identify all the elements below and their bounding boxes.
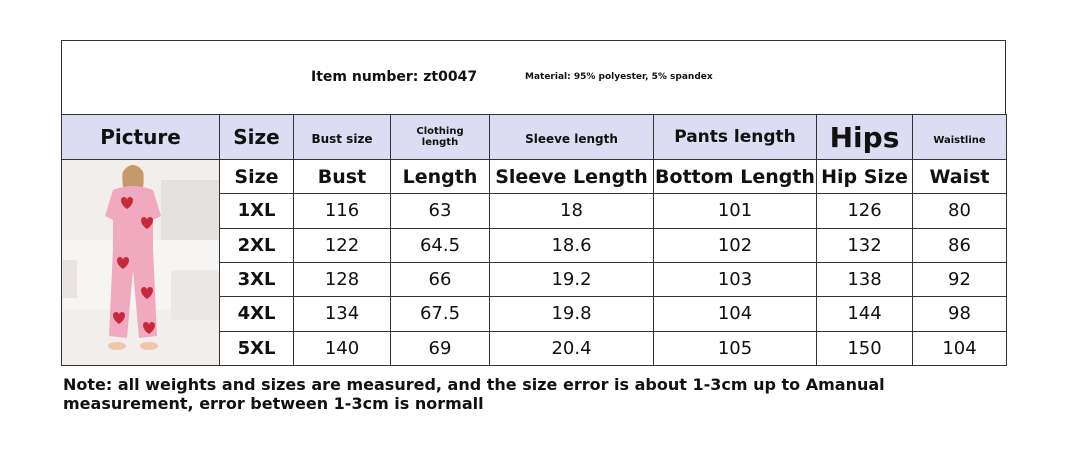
subheader-row [62,160,1007,194]
waist-cell: 80 [913,194,1007,228]
bust-cell: 140 [294,331,391,365]
bottom-cell: 101 [654,194,817,228]
bust-cell: 116 [294,194,391,228]
bust-cell: 134 [294,297,391,331]
waist-cell: 104 [913,331,1007,365]
hip-cell: 126 [817,194,913,228]
length-cell: 66 [391,262,490,296]
length-subheader: Length [391,160,490,194]
waist-cell: 98 [913,297,1007,331]
size-cell: 2XL [220,228,294,262]
size-header: Size [220,115,294,160]
hip-cell: 138 [817,262,913,296]
pajama-model-photo [63,160,219,360]
material-info: Material: 95% polyester, 5% spandex [525,72,713,82]
waist-cell: 86 [913,228,1007,262]
hips-header: Hips [817,115,913,160]
waist-cell: 92 [913,262,1007,296]
length-cell: 69 [391,331,490,365]
bust-subheader: Bust [294,160,391,194]
length-cell: 64.5 [391,228,490,262]
length-cell: 63 [391,194,490,228]
sleeve-cell: 19.8 [490,297,654,331]
hip-cell: 144 [817,297,913,331]
bottom-cell: 102 [654,228,817,262]
size-cell: 5XL [220,331,294,365]
size-cell: 4XL [220,297,294,331]
length-cell: 67.5 [391,297,490,331]
bust-size-header: Bust size [294,115,391,160]
size-cell: 3XL [220,262,294,296]
sleeve-cell: 18.6 [490,228,654,262]
hip-cell: 132 [817,228,913,262]
size-table [61,114,1007,366]
note-line-1: Note: all weights and sizes are measured, and the size error is about 1-3cm up to Amanual [63,375,885,394]
waist-subheader: Waist [913,160,1007,194]
sleeve-length-header: Sleeve length [490,115,654,160]
sleeve-length-subheader: Sleeve Length [490,160,654,194]
sleeve-cell: 18 [490,194,654,228]
bottom-cell: 103 [654,262,817,296]
bottom-cell: 104 [654,297,817,331]
waistline-header: Waistline [913,115,1007,160]
bust-cell: 128 [294,262,391,296]
bottom-length-subheader: Bottom Length [654,160,817,194]
clothing-length-header: Clothing length [391,115,490,160]
size-subheader: Size [220,160,294,194]
picture-header: Picture [62,115,220,160]
bottom-cell: 105 [654,331,817,365]
product-photo-cell [62,160,220,366]
bust-cell: 122 [294,228,391,262]
item-header [61,40,1006,115]
item-number: Item number: zt0047 [311,69,478,85]
header-row [62,115,1007,160]
size-cell: 1XL [220,194,294,228]
measurement-note [63,375,963,413]
note-line-2: measurement, error between 1-3cm is normall [63,394,484,413]
sleeve-cell: 20.4 [490,331,654,365]
pants-length-header: Pants length [654,115,817,160]
hip-cell: 150 [817,331,913,365]
sleeve-cell: 19.2 [490,262,654,296]
hip-size-subheader: Hip Size [817,160,913,194]
